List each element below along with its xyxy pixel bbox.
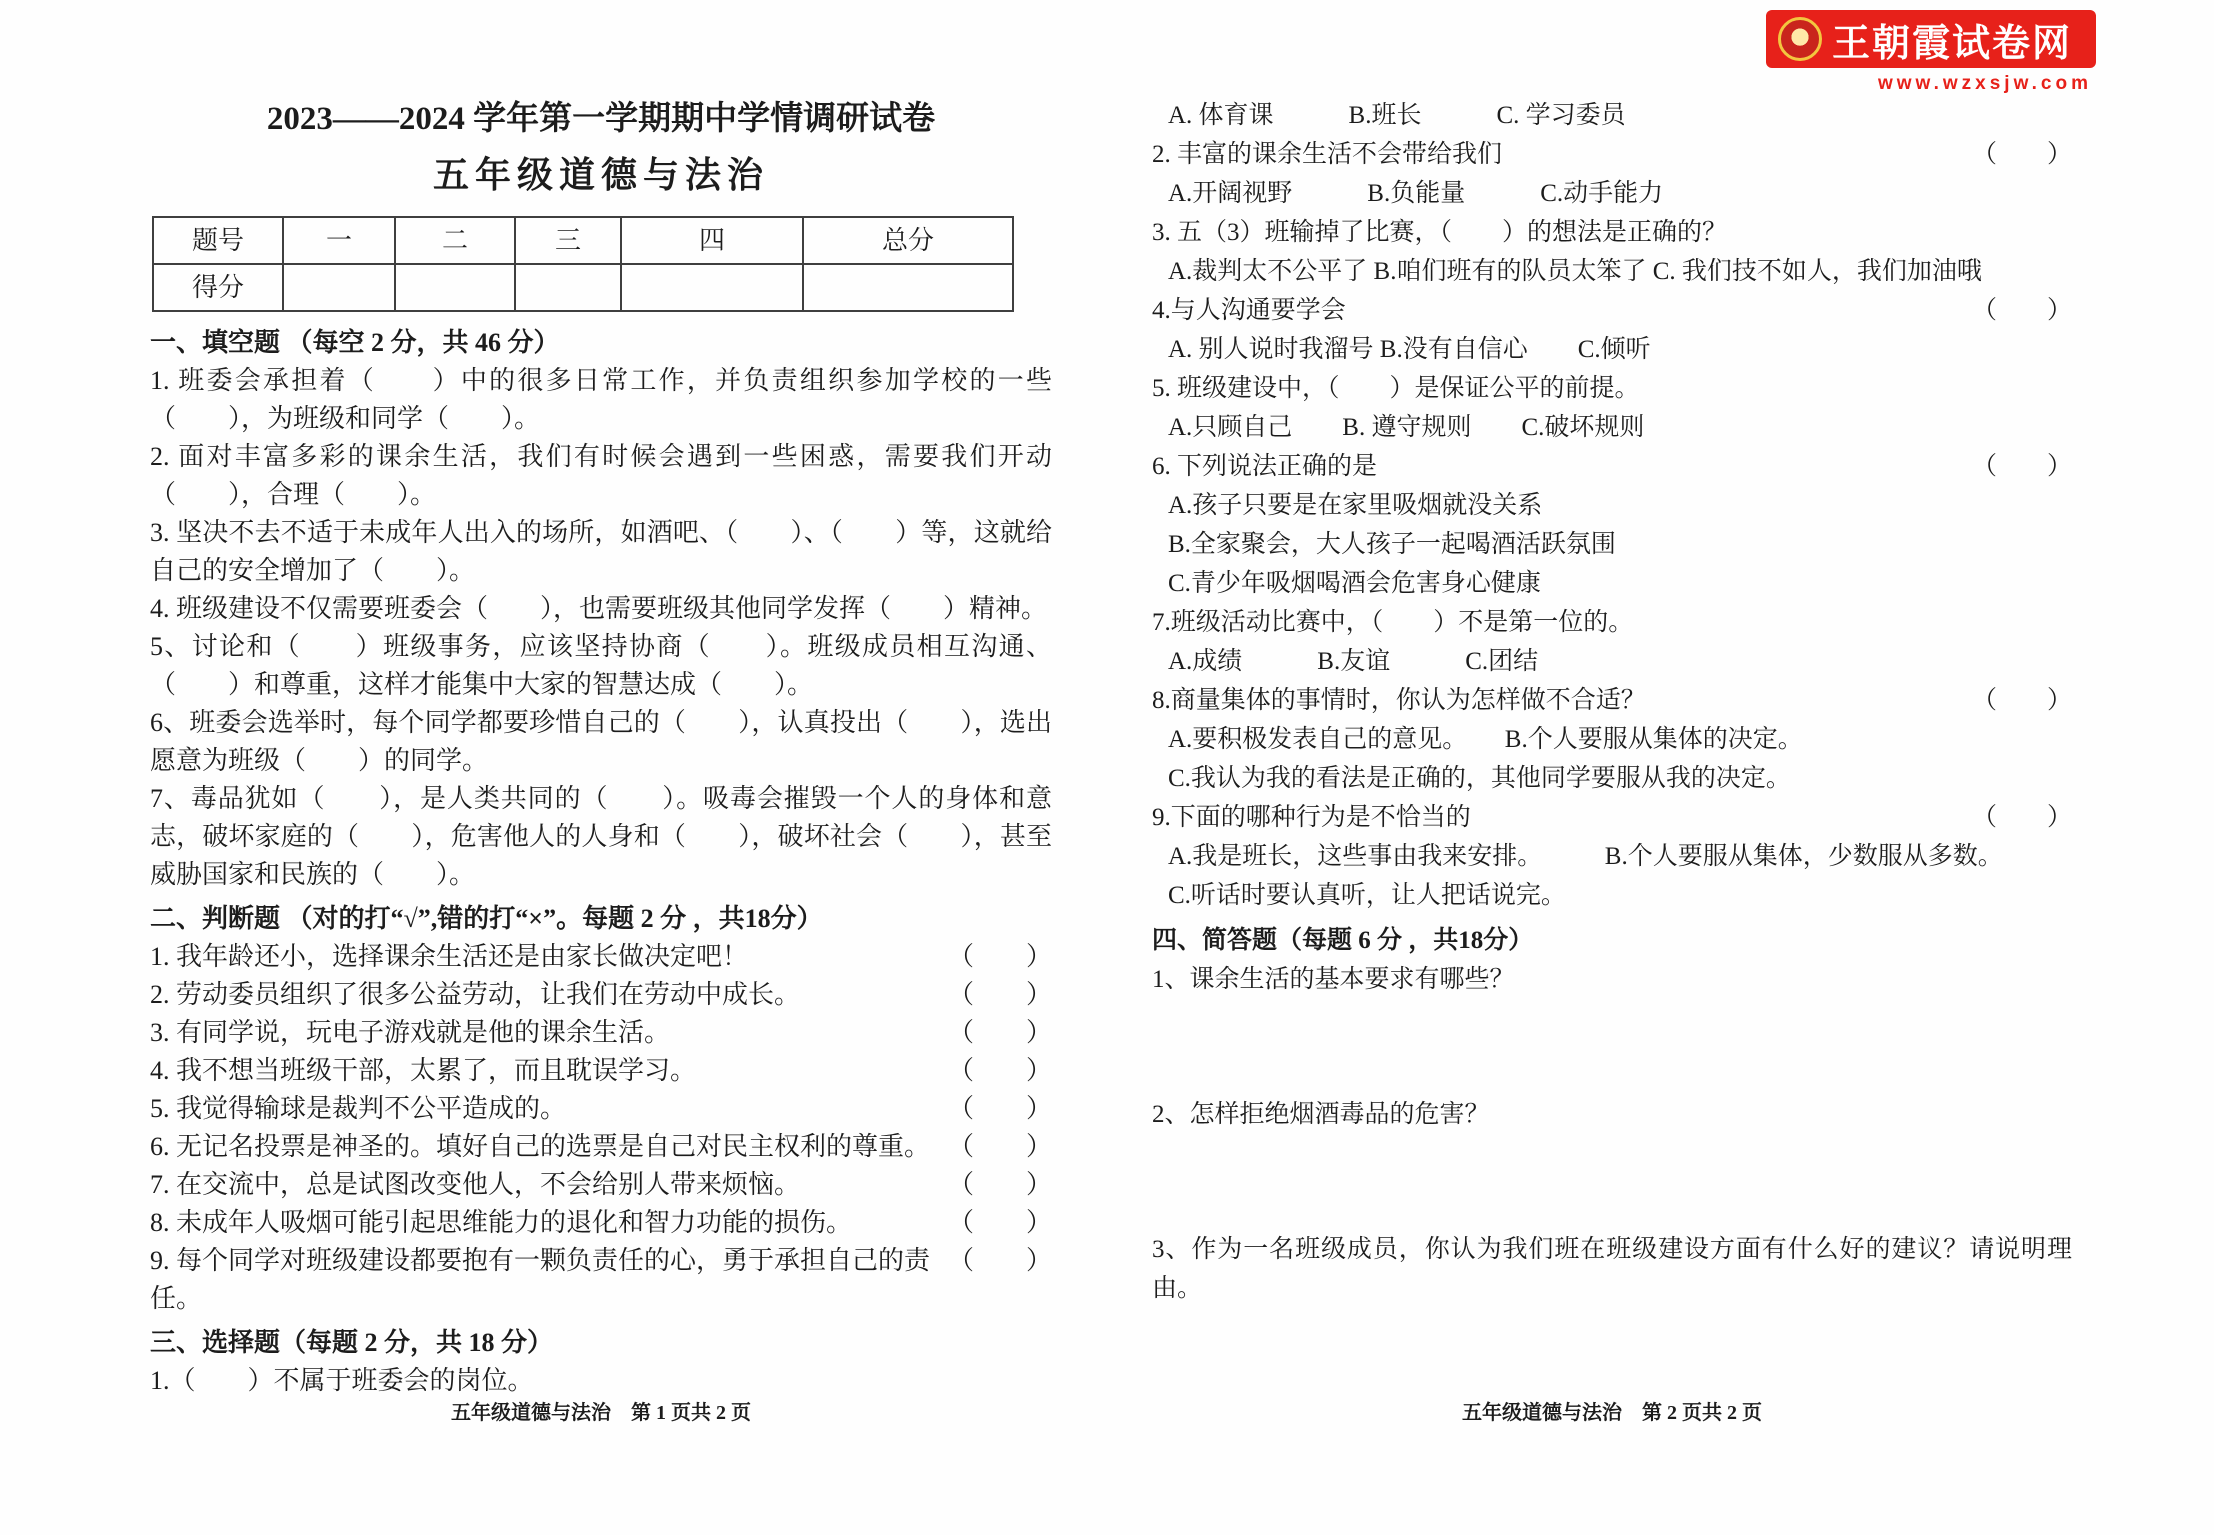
question-line: 4. 班级建设不仅需要班委会（ ），也需要班级其他同学发挥（ ）精神。 [150,594,1048,623]
question-line [150,976,1052,1014]
question-text: 8. 未成年人吸烟可能引起思维能力的退化和智力功能的损伤。 [150,1208,853,1237]
score-table-header-cell: 四 [621,217,803,264]
question-line: 2、怎样拒绝烟酒毒品的危害？ [1152,1101,1490,1128]
answer-bracket [2064,720,2072,759]
page-2 [1152,96,2072,1404]
question-line: 3、作为一名班级成员，你认为我们班在班级建设方面有什么好的建议？请说明理由。 [1152,1236,2072,1302]
question-line: 1. 班委会承担着（ ）中的很多日常工作，并负责组织参加学校的一些（ ），为班级和同学（ ）。 [150,366,1052,433]
section2-questions [150,938,1052,1318]
question-line [1152,759,2072,798]
question-text: A. 别人说时我溜号 B.没有自信心 C.倾听 [1168,336,1651,363]
question-text: A. 体育课 B.班长 C. 学习委员 [1168,102,1626,129]
answer-bracket: （ ） [1971,687,2072,714]
question-text: 7. 在交流中，总是试图改变他人，不会给别人带来烦恼。 [150,1170,801,1199]
question-line: 6、班委会选举时，每个同学都要珍惜自己的（ ），认真投出（ ），选出愿意为班级（ ）的同学。 [150,708,1052,775]
answer-bracket: （ ） [947,1018,1052,1047]
choice-question-lines [1152,96,2072,915]
question-line [150,1204,1052,1242]
question-line [150,938,1052,976]
answer-bracket [2064,876,2072,915]
exam-subtitle: 五年级道德与法治 [432,155,769,195]
answer-bracket: （ ） [1971,804,2072,831]
question-line [1152,96,2072,135]
question-text: 4. 我不想当班级干部，太累了，而且耽误学习。 [150,1056,697,1085]
site-logo [1766,10,2096,95]
question-line: 5、讨论和（ ）班级事务，应该坚持协商（ ）。班级成员相互沟通、（ ）和尊重，这样才能集中大家的智慧达成（ ）。 [150,632,1052,699]
question-text: 6. 下列说法正确的是 [1152,453,1378,480]
page-1 [150,96,1052,1400]
section4-questions [1152,960,2072,1308]
question-line [1152,798,2072,837]
score-label-cell: 得分 [153,264,283,311]
answer-bracket: （ ） [947,1056,1052,1085]
question-text: C.我认为我的看法是正确的，其他同学要服从我的决定。 [1168,765,1791,792]
question-line [1152,720,2072,759]
section3-heading: 三、选择题（每题 2 分，共 18 分） [150,1328,554,1357]
question-line [1152,135,2072,174]
question-line [1152,486,2072,525]
answer-bracket: （ ） [1971,453,2072,480]
section4-heading: 四、简答题（每题 6 分 ，共18分） [1152,927,1534,954]
question-text: B.全家聚会，大人孩子一起喝酒活跃氛围 [1168,531,1616,558]
score-table-header-row [153,217,1013,264]
answer-bracket [2064,642,2072,681]
score-table-header-cell: 三 [515,217,621,264]
question-text: 6. 无记名投票是神圣的。填好自己的选票是自己对民主权利的尊重。 [150,1132,931,1161]
score-cell-empty [803,264,1013,311]
score-table-header-cell: 题号 [153,217,283,264]
question-text: A.成绩 B.友谊 C.团结 [1168,648,1539,675]
question-line [1152,681,2072,720]
score-table-header-cell: 一 [283,217,395,264]
page1-footer: 五年级道德与法治 第 1 页共 2 页 [451,1402,751,1424]
answer-bracket: （ ） [947,942,1052,971]
score-table-header-cell: 总分 [803,217,1013,264]
question-line [1152,603,2072,642]
site-name: 王朝霞试卷网 [1832,22,2073,65]
answer-bracket [2064,525,2072,564]
question-line [1152,525,2072,564]
question-line [150,1242,1052,1318]
answer-bracket [2064,96,2072,135]
answer-bracket: （ ） [1971,297,2072,324]
section1-questions [150,362,1052,894]
score-table-header-cell: 二 [395,217,515,264]
answer-bracket: （ ） [947,1208,1052,1237]
answer-bracket [2064,174,2072,213]
answer-bracket: （ ） [947,980,1052,1009]
question-line [150,1128,1052,1166]
question-line [1152,447,2072,486]
logo-emblem-icon [1778,17,1822,61]
score-cell-empty [621,264,803,311]
answer-bracket [2064,369,2072,408]
question-text: A.裁判太不公平了 B.咱们班有的队员太笨了 C. 我们技不如人，我们加油哦 [1168,258,1982,285]
answer-bracket [2064,603,2072,642]
question-line [150,1014,1052,1052]
question-line [1152,642,2072,681]
question-line [1152,837,2072,876]
score-cell-empty [283,264,395,311]
question-text: A.要积极发表自己的意见。 B.个人要服从集体的决定。 [1168,726,1803,753]
question-text: A.我是班长，这些事由我来安排。 B.个人要服从集体，少数服从多数。 [1168,843,2003,870]
question-text: 4.与人沟通要学会 [1152,297,1346,324]
page2-footer: 五年级道德与法治 第 2 页共 2 页 [1462,1402,1762,1424]
answer-bracket [2064,213,2072,252]
exam-title: 2023——2024 学年第一学期期中学情调研试卷 [266,101,936,137]
question-text: 3. 五（3）班输掉了比赛，（ ）的想法是正确的？ [1152,219,1728,246]
question-line [1152,252,2072,291]
question-text: A.只顾自己 B. 遵守规则 C.破坏规则 [1168,414,1645,441]
answer-bracket: （ ） [947,1094,1052,1123]
question-line: 7、毒品犹如（ ），是人类共同的（ ）。吸毒会摧毁一个人的身体和意志，破坏家庭的（ ），危害他人的人身和（ ），破坏社会（ ），甚至威胁国家和民族的（ ）。 [150,784,1052,889]
answer-bracket: （ ） [947,1246,1052,1275]
question-line [150,1166,1052,1204]
question-line [1152,876,2072,915]
question-text: 3. 有同学说，玩电子游戏就是他的课余生活。 [150,1018,671,1047]
question-line: 1、课余生活的基本要求有哪些？ [1152,966,1515,993]
question-text: 7.班级活动比赛中，（ ）不是第一位的。 [1152,609,1634,636]
answer-bracket [2064,486,2072,525]
score-table [152,216,1014,312]
question-text: A.开阔视野 B.负能量 C.动手能力 [1168,180,1664,207]
question-text: C.听话时要认真听，让人把话说完。 [1168,882,1566,909]
question-text: C.青少年吸烟喝酒会危害身心健康 [1168,570,1541,597]
section2-heading: 二、判断题 （对的打“√”,错的打“×”。每题 2 分 ，共18分） [150,904,823,933]
question-text: 2. 丰富的课余生活不会带给我们 [1152,141,1503,168]
question-line: 2. 面对丰富多彩的课余生活，我们有时候会遇到一些困惑，需要我们开动（ ），合理（ ）。 [150,442,1052,509]
question-line: 1.（ ）不属于班委会的岗位。 [150,1366,534,1395]
question-line [1152,369,2072,408]
score-cell-empty [395,264,515,311]
question-text: 9.下面的哪种行为是不恰当的 [1152,804,1471,831]
question-line [1152,174,2072,213]
question-text: 5. 我觉得输球是裁判不公平造成的。 [150,1094,567,1123]
answer-bracket [2064,837,2072,876]
question-line [150,1090,1052,1128]
question-text: A.孩子只要是在家里吸烟就没关系 [1168,492,1543,519]
score-cell-empty [515,264,621,311]
answer-bracket: （ ） [947,1132,1052,1161]
question-text: 1. 我年龄还小，选择课余生活还是由家长做决定吧！ [150,942,749,971]
question-text: 9. 每个同学对班级建设都要抱有一颗负责任的心，勇于承担自己的责任。 [150,1246,931,1313]
answer-bracket [2064,564,2072,603]
answer-bracket [2064,408,2072,447]
question-text: 5. 班级建设中，（ ）是保证公平的前提。 [1152,375,1640,402]
site-logo-band [1766,10,2096,68]
question-line [1152,213,2072,252]
section3-questions [150,1362,1052,1400]
answer-bracket [2064,759,2072,798]
site-url: www.wzxsjw.com [1877,73,2092,94]
question-line [1152,330,2072,369]
answer-bracket: （ ） [947,1170,1052,1199]
answer-bracket [2064,330,2072,369]
question-text: 2. 劳动委员组织了很多公益劳动，让我们在劳动中成长。 [150,980,801,1009]
score-table-score-row [153,264,1013,311]
question-text: 8.商量集体的事情时，你认为怎样做不合适？ [1152,687,1646,714]
question-line [1152,291,2072,330]
question-line: 3. 坚决不去不适于未成年人出入的场所，如酒吧、（ ）、（ ）等，这就给自己的安全增加了（ ）。 [150,518,1052,585]
section1-heading: 一、填空题 （每空 2 分，共 46 分） [150,328,560,357]
question-line [150,1052,1052,1090]
question-line [1152,564,2072,603]
answer-bracket [2064,252,2072,291]
answer-bracket: （ ） [1971,141,2072,168]
question-line [1152,408,2072,447]
